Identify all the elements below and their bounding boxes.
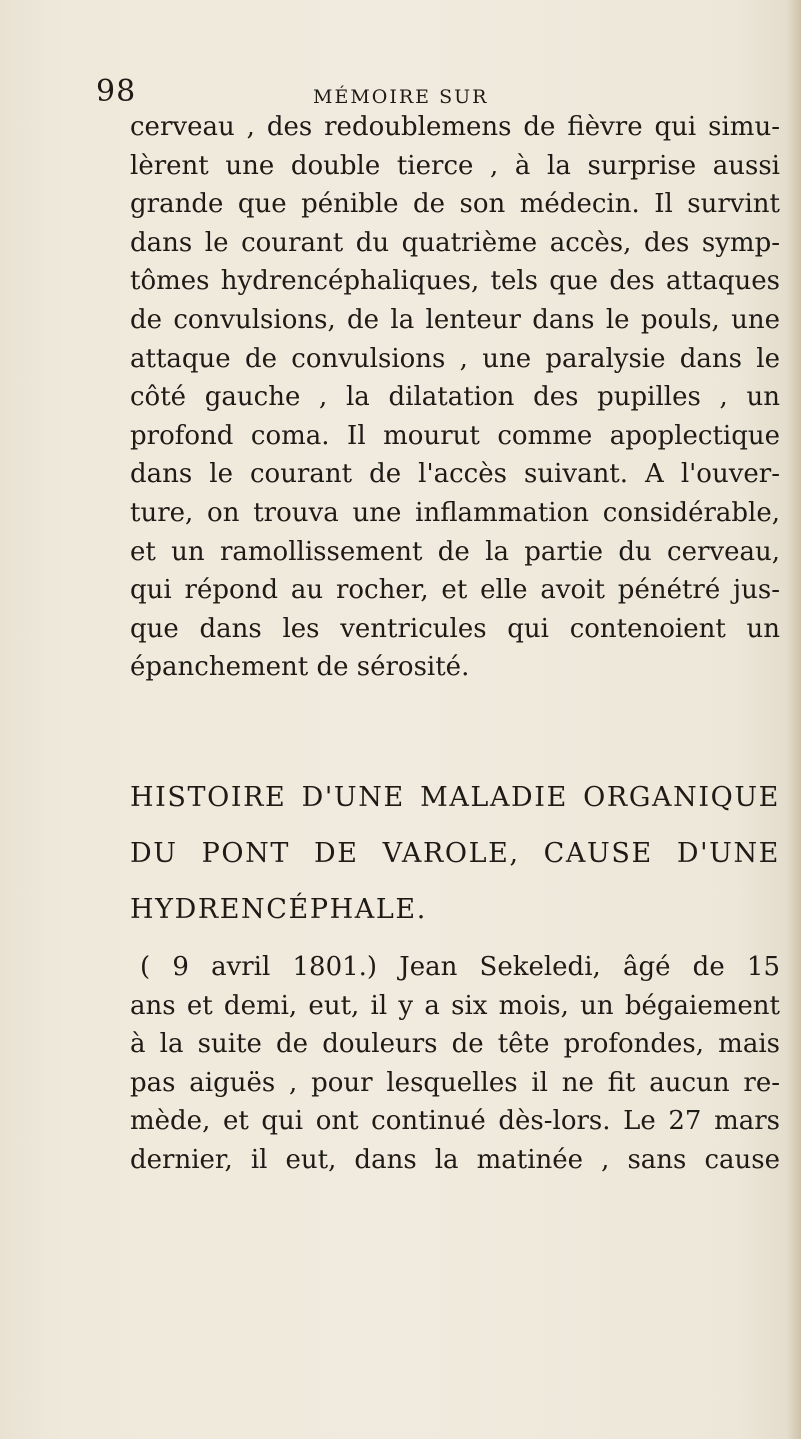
text-line: à la suite de douleurs de tête profondes, mais: [130, 1029, 780, 1059]
text-line: lèrent une double tierce , à la surprise aussi: [130, 150, 780, 181]
text-line: et un ramollissement de la partie du cerveau,: [130, 536, 780, 567]
text-line: mède, et qui ont continué dès-lors. Le 27 mars: [130, 1106, 780, 1136]
text-line: ( 9 avril 1801.) Jean Sekeledi, âgé de 15: [140, 952, 780, 982]
text-line: grande que pénible de son médecin. Il survint: [130, 189, 780, 220]
text-line: pas aiguës , pour lesquelles il ne fit aucun re-: [130, 1067, 780, 1098]
text-line: dans le courant du quatrième accès, des symp-: [130, 227, 780, 258]
heading-line: HISTOIRE D'UNE MALADIE ORGANIQUE: [130, 782, 780, 813]
text-line: attaque de convulsions , une paralysie dans le: [130, 343, 780, 374]
page-edge-shadow: [787, 0, 801, 1439]
text-line: dans le courant de l'accès suivant. A l'ouver-: [130, 459, 780, 490]
heading-line: DU PONT DE VAROLE, CAUSE D'UNE: [130, 838, 780, 869]
text-line: épanchement de sérosité.: [130, 652, 470, 683]
text-line: que dans les ventricules qui contenoient un: [130, 613, 780, 644]
text-line: profond coma. Il mourut comme apoplectique: [130, 420, 780, 451]
text-line: de convulsions, de la lenteur dans le pouls, une: [130, 304, 780, 335]
section-heading: [130, 770, 780, 938]
text-line: qui répond au rocher, et elle avoit pénétré jus-: [130, 575, 780, 606]
text-line: côté gauche , la dilatation des pupilles , un: [130, 382, 780, 413]
text-line: cerveau , des redoublemens de fièvre qui simu-: [130, 112, 780, 142]
text-line: ture, on trouva une inflammation considérable,: [130, 497, 780, 528]
case-paragraph: [130, 948, 780, 1179]
page-number: 98: [96, 74, 137, 109]
text-line: ans et demi, eut, il y a six mois, un bégaiement: [130, 990, 780, 1021]
text-line: tômes hydrencéphaliques, tels que des attaques: [130, 266, 780, 297]
running-head: MÉMOIRE SUR: [313, 86, 489, 108]
heading-line: HYDRENCÉPHALE.: [130, 894, 427, 925]
text-line: dernier, il eut, dans la matinée , sans cause: [130, 1144, 780, 1175]
continued-paragraph: [130, 108, 780, 687]
